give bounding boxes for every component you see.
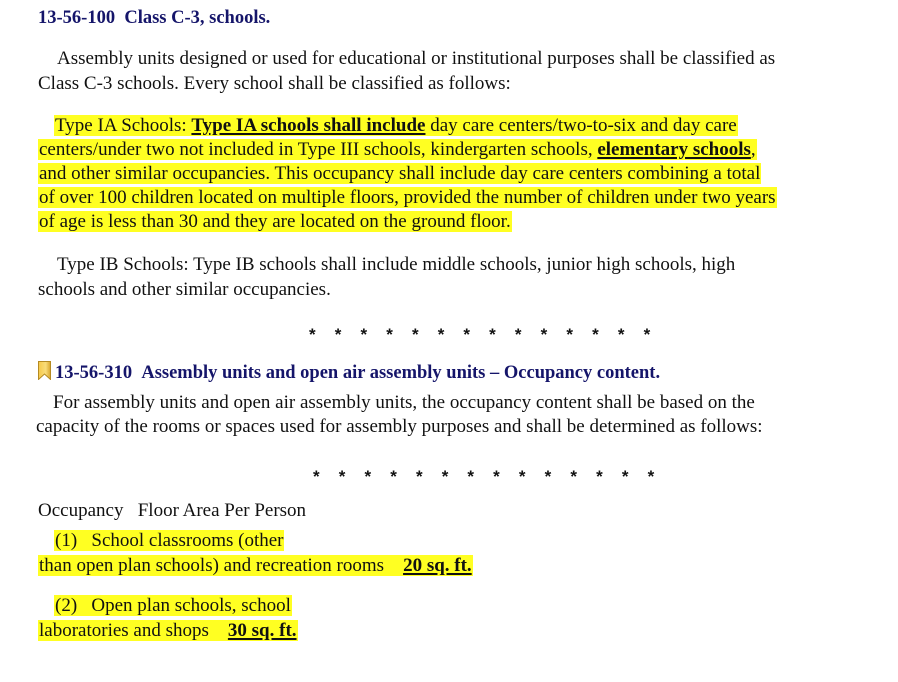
table-header — [38, 499, 306, 524]
row-2-description-a: (2) Open plan schools, school — [55, 595, 291, 616]
row-2-line-2 — [38, 619, 298, 644]
section-title: Assembly units and open air assembly units – Occupancy content. — [141, 363, 661, 383]
row-1-description-a: (1) School classrooms (other — [55, 530, 284, 551]
type-ia-line-2-text: centers/under two not included in Type III schools, kindergarten schools, — [39, 139, 598, 160]
row-2-area: 30 sq. ft. — [227, 620, 297, 641]
type-ia-line-2-post: , — [750, 139, 756, 160]
header-floor-area: Floor Area Per Person — [137, 500, 307, 521]
asterisk-divider: * * * * * * * * * * * * * * — [313, 467, 662, 486]
header-occupancy: Occupancy — [38, 500, 124, 521]
type-ia-line-4-text: of over 100 children located on multiple floors, provided the number of children under two years — [39, 187, 776, 208]
type-ia-line-3 — [38, 162, 761, 187]
type-ib-line-1: Type IB Schools: Type IB schools shall include middle schools, junior high schools, high — [57, 254, 736, 275]
row-1-description-b: than open plan schools) and recreation rooms — [39, 555, 385, 576]
type-ia-line-3-text: and other similar occupancies. This occupancy shall include day care centers combining a total — [39, 163, 761, 184]
section-heading-13-56-100 — [38, 6, 270, 31]
asterisk-divider: * * * * * * * * * * * * * * — [309, 325, 658, 344]
row-2-line-1 — [54, 594, 292, 619]
row-2-description-b: laboratories and shops — [39, 620, 209, 641]
intro-line-2: Class C-3 schools. Every school shall be classified as follows: — [38, 73, 511, 94]
intro-line-1: Assembly units designed or used for educational or institutional purposes shall be classified as — [57, 48, 776, 69]
type-ia-line-5-text: of age is less than 30 and they are located on the ground floor. — [39, 211, 511, 232]
type-ia-line-1 — [54, 114, 738, 139]
type-ia-emphasis: Type IA schools shall include — [191, 115, 426, 136]
occupancy-intro-line-2: capacity of the rooms or spaces used for assembly purposes and shall be determined as follows: — [36, 416, 763, 437]
type-ia-line-5 — [38, 210, 512, 235]
section-title: Class C-3, schools. — [124, 8, 271, 28]
section-number: 13-56-310 — [55, 363, 133, 383]
type-ia-line-2 — [38, 138, 757, 163]
occupancy-intro-line-1: For assembly units and open air assembly units, the occupancy content shall be based on the — [53, 392, 755, 413]
row-1-line-2 — [38, 554, 473, 579]
type-ib-line-2: schools and other similar occupancies. — [38, 279, 331, 300]
section-heading-13-56-310 — [38, 361, 660, 386]
bookmark-icon[interactable] — [38, 361, 51, 380]
row-1-line-1 — [54, 529, 284, 554]
type-ia-line-1-rest: day care centers/two-to-six and day care — [425, 115, 737, 136]
row-1-area: 20 sq. ft. — [403, 555, 472, 576]
section-number: 13-56-100 — [38, 8, 116, 28]
elementary-schools-emphasis: elementary schools — [597, 139, 751, 160]
type-ia-label: Type IA Schools: — [55, 115, 192, 136]
type-ia-line-4 — [38, 186, 777, 211]
